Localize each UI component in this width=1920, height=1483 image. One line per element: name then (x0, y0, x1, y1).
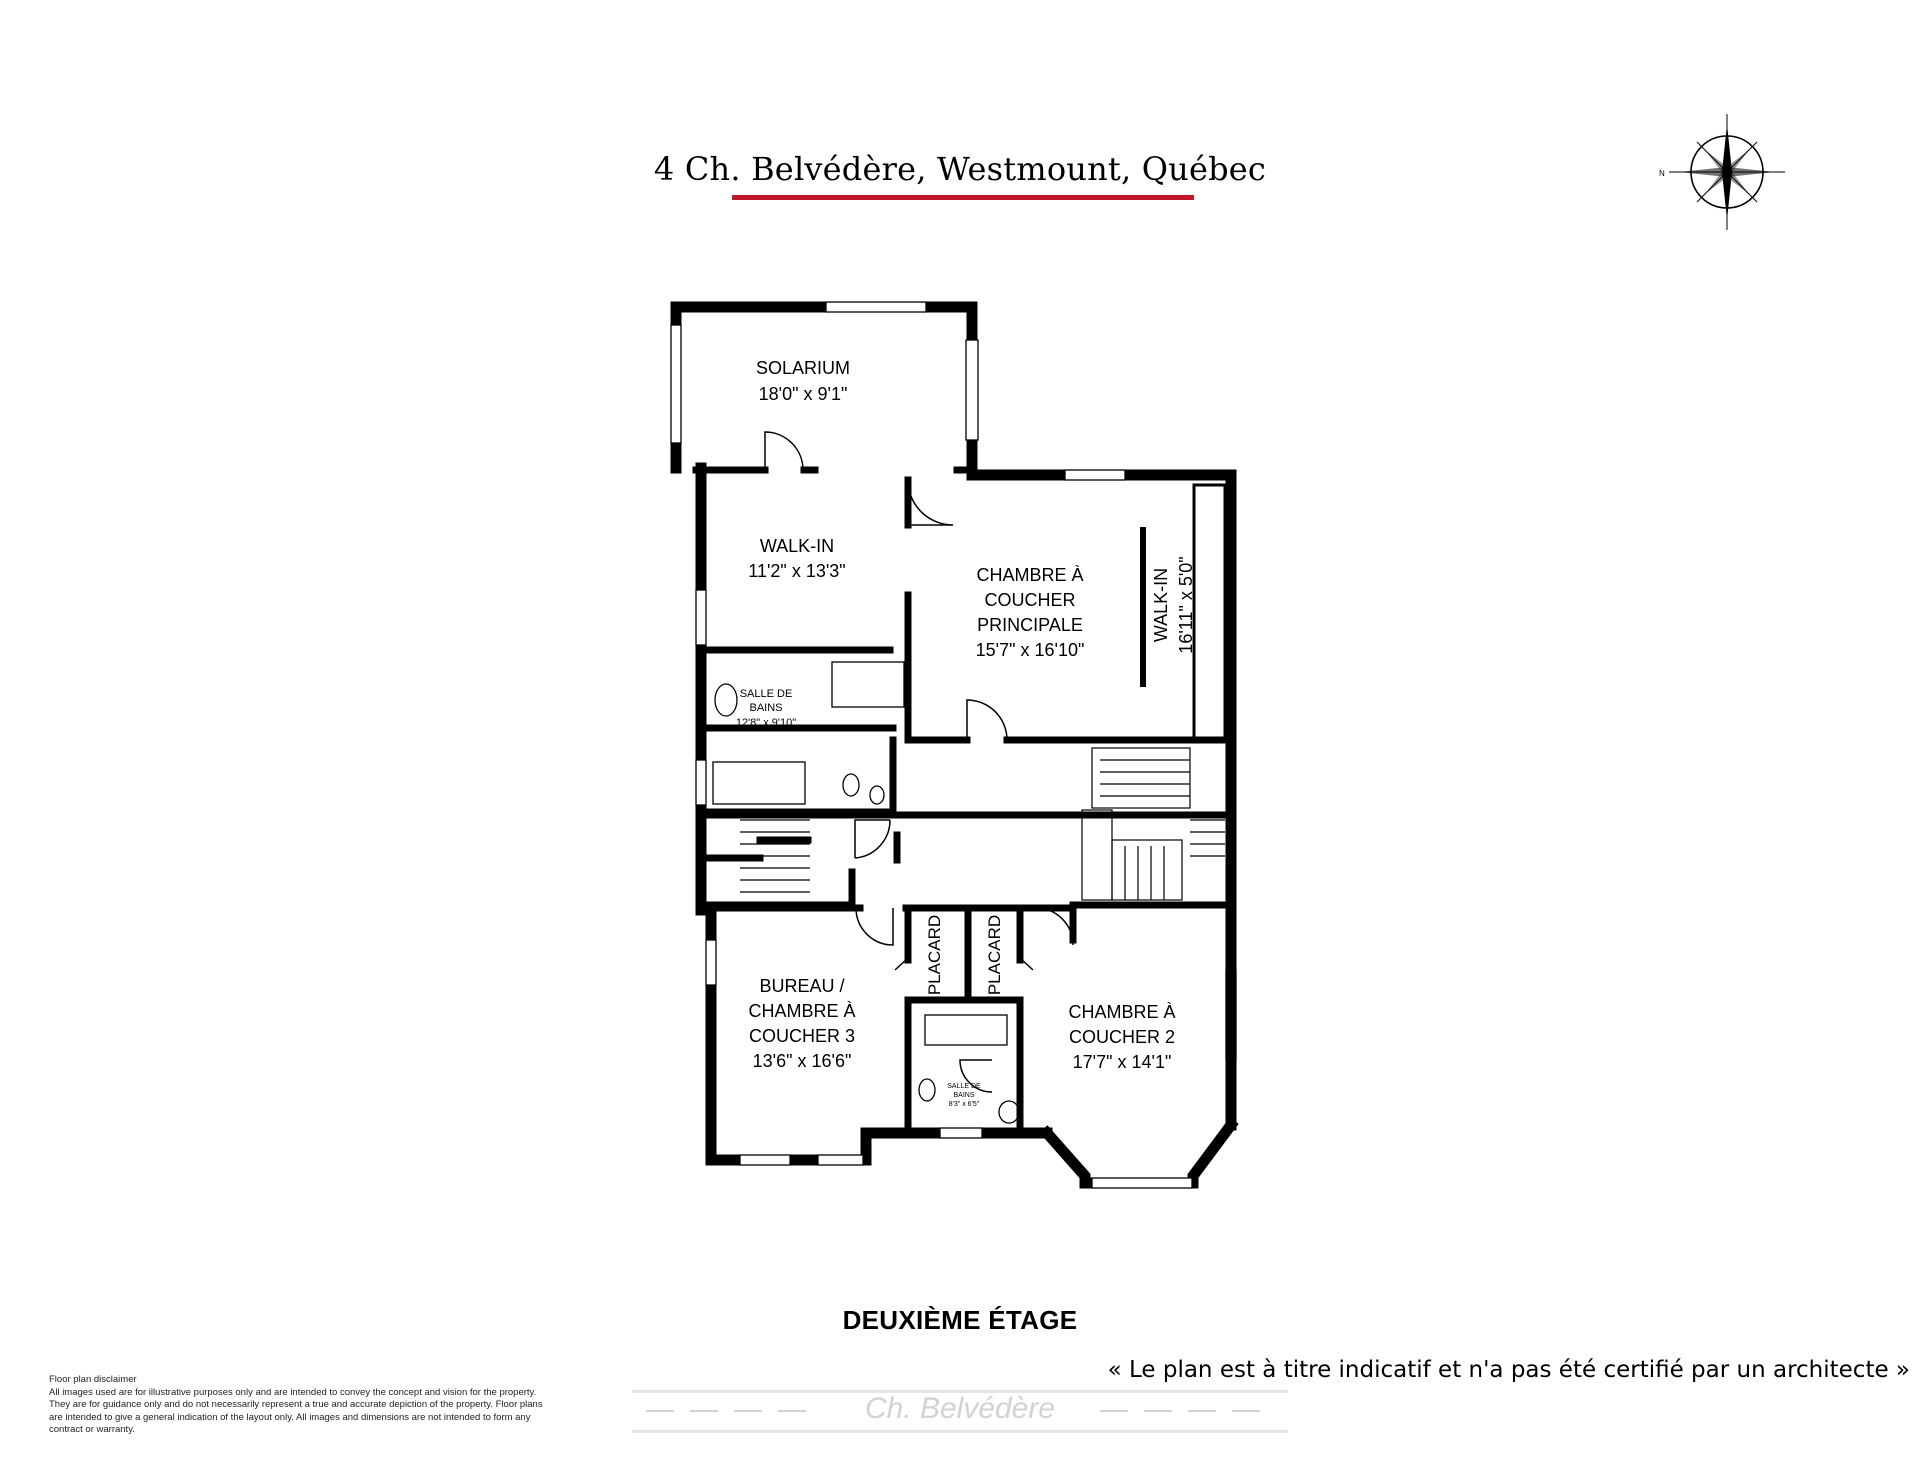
room-bedroom2-dims: 17'7" x 14'1" (1072, 1052, 1172, 1072)
room-solarium-dims: 18'0" x 9'1" (758, 384, 848, 404)
master-walkin-rod (1140, 527, 1146, 687)
room-bedroom2-name-2: COUCHER 2 (1068, 1027, 1176, 1047)
room-closet-left-name: PLACARD (925, 914, 944, 996)
room-master-name-2: COUCHER (984, 590, 1076, 610)
room-master-name-3: PRINCIPALE (977, 615, 1083, 635)
room-bath-small-dims: 8'3" x 6'5" (948, 1101, 980, 1108)
disclaimer-heading: Floor plan disclaimer (49, 1374, 137, 1385)
room-master-dims: 15'7" x 16'10" (975, 640, 1085, 660)
room-bath-main-name-2: BAINS (749, 702, 783, 714)
room-closet-right-name: PLACARD (985, 914, 1004, 996)
disclaimer (49, 1374, 549, 1437)
room-master-walkin-name: WALK-IN (1151, 567, 1171, 643)
street-dash (734, 1410, 762, 1412)
room-bedroom2-name-1: CHAMBRE À (1068, 1002, 1176, 1022)
plan-title: 4 Ch. Belvédère, Westmount, Québec (653, 150, 1267, 188)
compass-north-label: N (1659, 169, 1665, 178)
street-edge-bottom (632, 1430, 1288, 1433)
room-master-walkin-dims: 16'11" x 5'0" (1176, 556, 1196, 654)
room-walkin-dims: 11'2" x 13'3" (748, 561, 846, 581)
floor-name: DEUXIÈME ÉTAGE (842, 1305, 1078, 1335)
street-dash (690, 1410, 718, 1412)
room-solarium-name: SOLARIUM (755, 358, 851, 378)
architect-note: « Le plan est à titre indicatif et n'a pas été certifié par un architecte » (1107, 1357, 1910, 1383)
compass-rose-icon (1659, 114, 1785, 230)
stairs (740, 748, 1225, 900)
room-walkin-name: WALK-IN (759, 536, 835, 556)
disclaimer-body: All images used are for illustrative purposes only and are intended to convey the concept and vision for the property. They are for guidance only and do not necessarily represent a true and accurate depiction of the property. Floor plans are intended to give a general indication of the layout only. All images and dimensions are not intended to form any contract or warranty. (49, 1386, 543, 1435)
room-office-dims: 13'6" x 16'6" (752, 1051, 852, 1071)
room-office-name-1: BUREAU / (759, 976, 845, 996)
street-dash (646, 1410, 674, 1412)
street-dash (1232, 1410, 1260, 1412)
room-office-name-3: COUCHER 3 (748, 1026, 856, 1046)
street-dash (1188, 1410, 1216, 1412)
room-bath-small-name-2: BAINS (953, 1092, 975, 1099)
room-bath-main-name-1: SALLE DE (739, 688, 793, 700)
room-bath-main-dims: 12'8" x 9'10" (735, 717, 797, 729)
room-master-name-1: CHAMBRE À (976, 565, 1084, 585)
street-name: Ch. Belvédère (864, 1392, 1056, 1425)
room-bath-small-name-1: SALLE DE (947, 1083, 981, 1090)
room-office-name-2: CHAMBRE À (748, 1001, 856, 1021)
